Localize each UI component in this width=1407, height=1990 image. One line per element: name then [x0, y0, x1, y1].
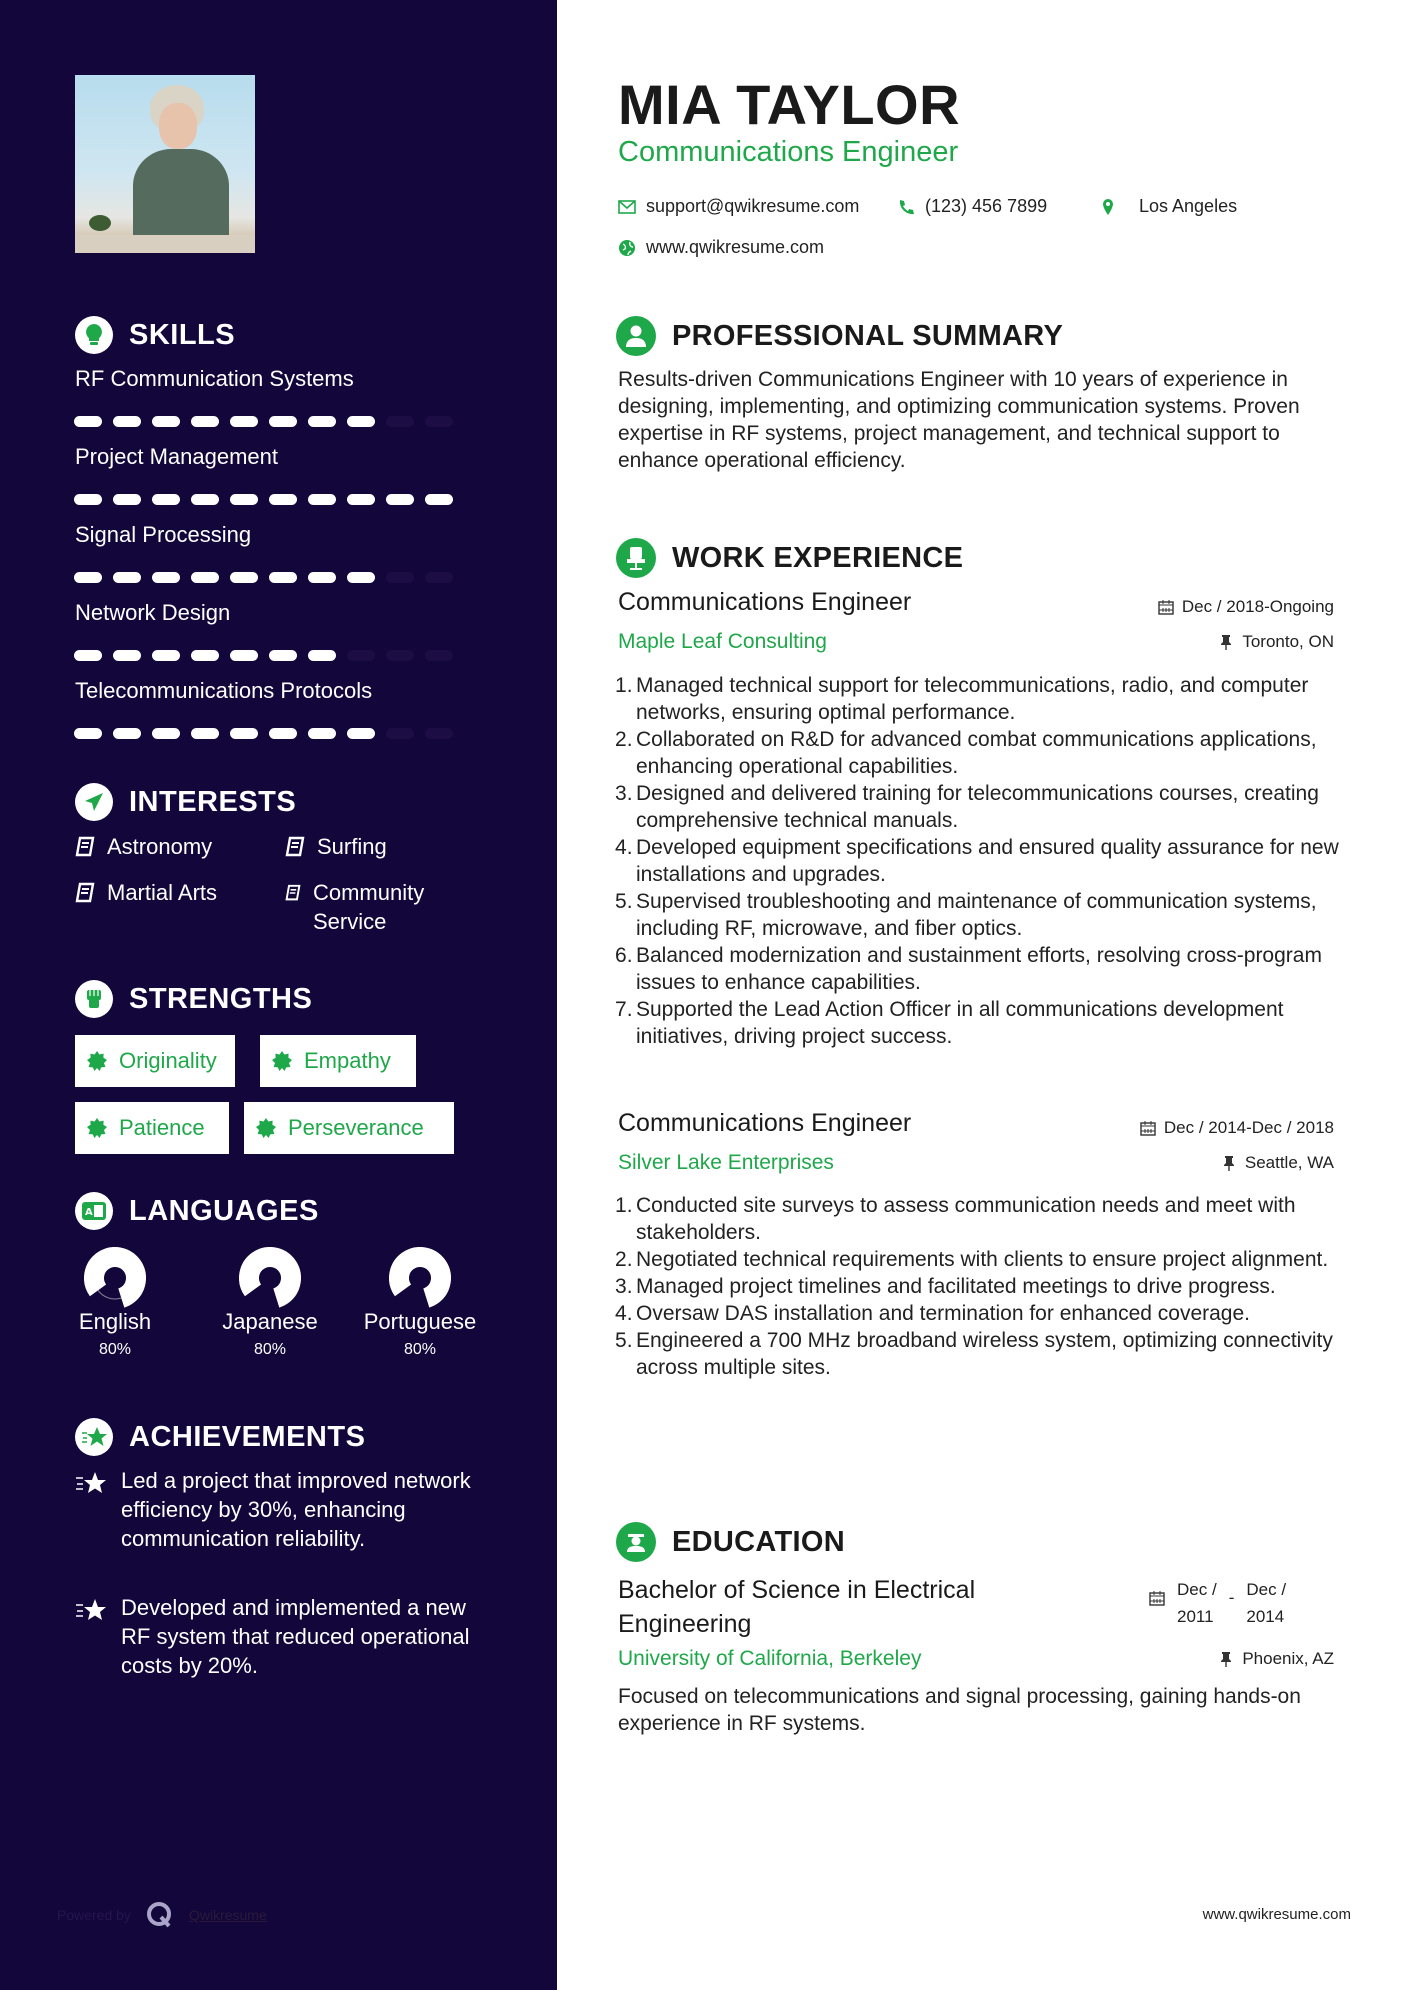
languages-heading: A LANGUAGES [75, 1192, 319, 1230]
skill-name: RF Communication Systems [75, 366, 354, 391]
job-dates: Dec / 2014-Dec / 2018 [1140, 1118, 1334, 1138]
fist-icon [75, 980, 113, 1018]
job-responsibilities: Managed technical support for telecommunications, radio, and computer networks, ensuring optimal performance. Collaborated on R&D for advanced combat communications applications, enhancing operational capabilities. Designed and delivered training for telecommunications courses, creating comprehensive technical manuals. Developed equipment specifications and ensured quality assurance for new installations and upgrades. Supervised troubleshooting and maintenance of communication systems, including RF, microwave, and fiber optics. Balanced modernization and sustainment efforts, resolving cross-program issues to enhance capabilities. Supported the Lead Action Officer in all communications development initiatives, driving project success. [636, 674, 1339, 1048]
education-heading: EDUCATION [616, 1522, 845, 1562]
school-name: University of California, Berkeley [618, 1647, 922, 1670]
candidate-title: Communications Engineer [618, 136, 959, 168]
main-content [557, 0, 1407, 1990]
seal-icon [272, 1051, 292, 1071]
summary-text: Results-driven Communications Engineer with 10 years of experience in designing, implementing, and optimizing communication systems. Proven expertise in RF systems, project management, and technical support to enhance operational efficiency. [618, 368, 1300, 472]
star-burst-icon [75, 1597, 107, 1623]
calendar-icon [1149, 1590, 1165, 1606]
contact-location: Los Angeles [1099, 196, 1237, 217]
seal-icon [87, 1051, 107, 1071]
language-donut-chart [84, 1247, 146, 1309]
skills-heading: SKILLS [75, 316, 235, 354]
book-icon [285, 836, 305, 858]
interest-item: Astronomy [75, 832, 212, 861]
website-link[interactable]: www.qwikresume.com [646, 237, 825, 257]
skill-level-bar [74, 494, 453, 505]
strength-badge: Originality [75, 1035, 235, 1087]
contact-website [618, 237, 824, 258]
job-title: Communications Engineer [618, 1109, 912, 1137]
language-donut-chart [239, 1247, 301, 1309]
job-location: Toronto, ON [1218, 632, 1334, 652]
qwikresume-logo-icon [145, 1900, 175, 1930]
calendar-icon [1158, 599, 1174, 615]
book-icon [75, 836, 95, 858]
book-icon [285, 882, 301, 904]
experience-heading: WORK EXPERIENCE [616, 538, 963, 578]
job-responsibilities: Conducted site surveys to assess communication needs and meet with stakeholders. Negotiated technical requirements with clients to ensure project alignment. Managed project timelines and facilitated meetings to drive progress. Oversaw DAS installation and termination for enhanced coverage. Engineered a 700 MHz broadband wireless system, optimizing connectivity across multiple sites. [636, 1194, 1333, 1379]
footer-website-link[interactable]: www.qwikresume.com [1202, 1906, 1351, 1923]
interest-item: Surfing [285, 832, 387, 861]
candidate-name: MIA TAYLOR [618, 73, 961, 136]
book-icon [75, 882, 95, 904]
globe-icon [618, 239, 636, 257]
education-description: Focused on telecommunications and signal processing, gaining hands-on experience in RF systems. [618, 1685, 1301, 1735]
pushpin-icon [1218, 634, 1234, 650]
skill-name: Project Management [75, 444, 278, 469]
contact-email [618, 196, 859, 217]
email-link[interactable]: support@qwikresume.com [646, 196, 860, 216]
language-item: Japanese 80% [205, 1247, 335, 1359]
phone-icon [897, 198, 915, 216]
education-dates: Dec / 2011 - Dec / 2014 [1149, 1576, 1286, 1630]
contact-phone: (123) 456 7899 [897, 196, 1047, 217]
seal-icon [256, 1118, 276, 1138]
achievements-heading: ACHIEVEMENTS [75, 1418, 365, 1456]
brand-link[interactable]: Qwikresume [188, 1907, 267, 1923]
job-location: Seattle, WA [1221, 1153, 1334, 1173]
language-item: English 80% [60, 1247, 170, 1359]
company-name: Silver Lake Enterprises [618, 1151, 834, 1174]
summary-heading: PROFESSIONAL SUMMARY [616, 316, 1063, 356]
profile-photo [75, 75, 255, 253]
lightbulb-icon [75, 316, 113, 354]
seal-icon [87, 1118, 107, 1138]
calendar-icon [1140, 1120, 1156, 1136]
interest-item: Martial Arts [75, 878, 217, 907]
star-burst-icon [75, 1470, 107, 1496]
office-chair-icon [616, 538, 656, 578]
strengths-heading: STRENGTHS [75, 980, 312, 1018]
strength-badge: Patience [75, 1102, 229, 1154]
skill-level-bar [74, 650, 453, 661]
language-donut-chart [389, 1247, 451, 1309]
skill-level-bar [74, 728, 453, 739]
paper-plane-icon [75, 783, 113, 821]
powered-by: Powered by Qwikresume [57, 1900, 267, 1930]
translate-icon [75, 1192, 113, 1230]
strength-badge: Perseverance [244, 1102, 454, 1154]
map-pin-icon [1099, 198, 1117, 216]
interests-heading: INTERESTS [75, 783, 296, 821]
envelope-icon [618, 198, 636, 216]
company-name: Maple Leaf Consulting [618, 630, 827, 653]
achievement-item: Led a project that improved network efficiency by 30%, enhancing communication reliability. [75, 1466, 495, 1553]
pushpin-icon [1221, 1155, 1237, 1171]
pushpin-icon [1218, 1651, 1234, 1667]
skill-level-bar [74, 416, 453, 427]
skill-name: Network Design [75, 600, 231, 625]
skill-name: Signal Processing [75, 522, 252, 547]
sidebar [0, 0, 557, 1990]
skill-name: Telecommunications Protocols [75, 678, 373, 703]
job-title: Communications Engineer [618, 588, 912, 616]
interest-item: Community Service [285, 878, 465, 936]
skill-level-bar [74, 572, 453, 583]
graduate-icon [616, 1522, 656, 1562]
job-dates: Dec / 2018-Ongoing [1158, 597, 1334, 617]
degree-title: Bachelor of Science in Electrical Engineering [618, 1576, 976, 1638]
user-icon [616, 316, 656, 356]
star-burst-icon [75, 1418, 113, 1456]
achievement-item: Developed and implemented a new RF system that reduced operational costs by 20%. [75, 1593, 495, 1680]
strength-badge: Empathy [260, 1035, 416, 1087]
language-item: Portuguese 80% [345, 1247, 495, 1359]
education-location: Phoenix, AZ [1218, 1649, 1334, 1669]
svg-text:A: A [85, 1207, 93, 1218]
